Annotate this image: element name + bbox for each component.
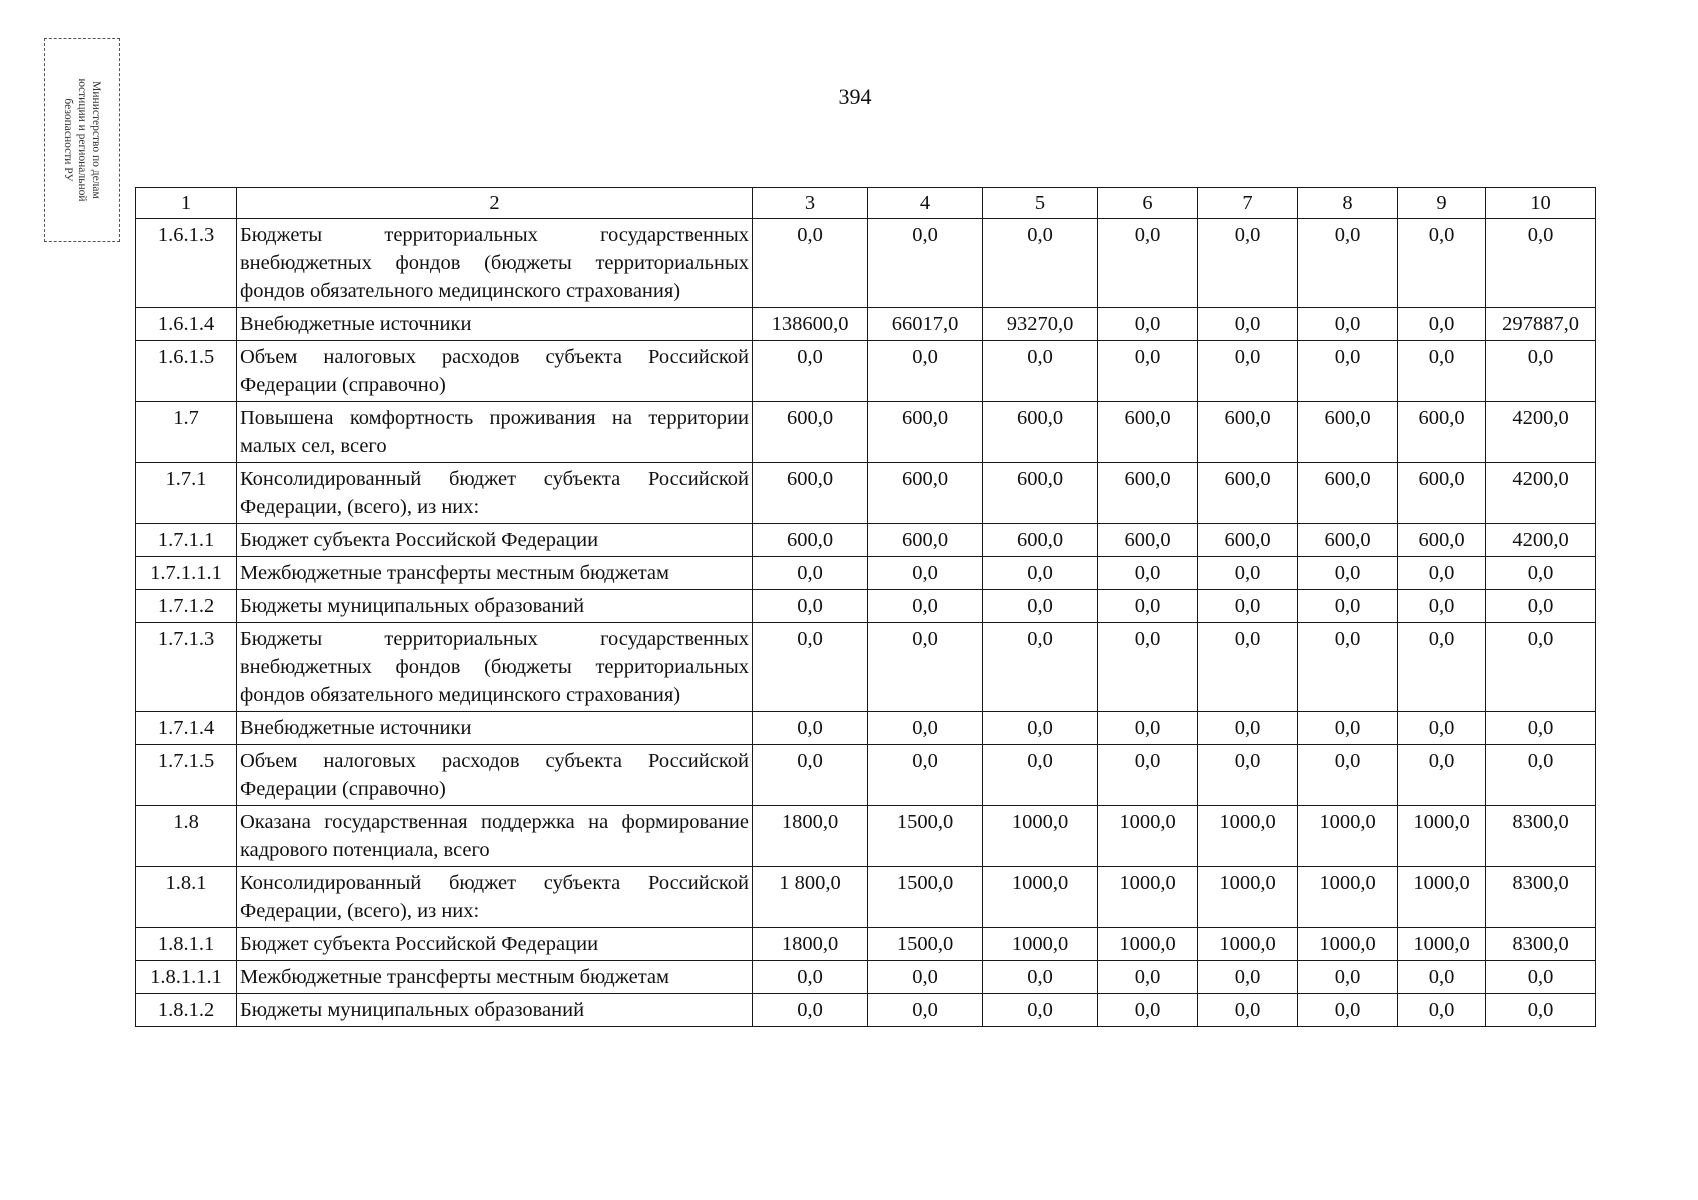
table-row [136,524,1596,557]
value-cell: 4200,0 [1486,463,1596,524]
value-cell: 0,0 [1098,712,1198,745]
value-cell: 600,0 [1198,402,1298,463]
row-name: Межбюджетные трансферты местным бюджетам [237,961,753,994]
table-row [136,961,1596,994]
row-code: 1.8.1.2 [136,994,237,1027]
value-cell: 0,0 [1298,745,1398,806]
budget-table [135,187,1596,1027]
value-cell: 0,0 [1398,961,1486,994]
value-cell: 297887,0 [1486,308,1596,341]
value-cell: 0,0 [1298,623,1398,712]
value-cell: 1000,0 [1098,806,1198,867]
value-cell: 8300,0 [1486,806,1596,867]
header-cell-2: 2 [237,188,753,219]
row-code: 1.6.1.5 [136,341,237,402]
table-row [136,745,1596,806]
row-name: Бюджет субъекта Российской Федерации [237,928,753,961]
value-cell: 600,0 [753,402,868,463]
value-cell: 1000,0 [1198,928,1298,961]
row-name: Повышена комфортность проживания на территории малых сел, всего [237,402,753,463]
value-cell: 0,0 [983,341,1098,402]
value-cell: 600,0 [1198,463,1298,524]
value-cell: 1000,0 [1298,928,1398,961]
value-cell: 600,0 [753,463,868,524]
value-cell: 0,0 [983,557,1098,590]
value-cell: 600,0 [868,524,983,557]
value-cell: 1000,0 [1098,928,1198,961]
value-cell: 0,0 [1398,712,1486,745]
row-name: Внебюджетные источники [237,308,753,341]
value-cell: 600,0 [983,463,1098,524]
value-cell: 600,0 [1098,463,1198,524]
value-cell: 600,0 [983,402,1098,463]
value-cell: 1000,0 [1198,806,1298,867]
value-cell: 600,0 [1398,463,1486,524]
value-cell: 0,0 [1098,961,1198,994]
value-cell: 600,0 [1398,402,1486,463]
row-name: Объем налоговых расходов субъекта Российской Федерации (справочно) [237,745,753,806]
value-cell: 0,0 [1198,745,1298,806]
row-name: Межбюджетные трансферты местным бюджетам [237,557,753,590]
value-cell: 0,0 [1198,994,1298,1027]
value-cell: 138600,0 [753,308,868,341]
value-cell: 1500,0 [868,867,983,928]
table-row [136,623,1596,712]
value-cell: 0,0 [1198,557,1298,590]
row-name: Внебюджетные источники [237,712,753,745]
value-cell: 0,0 [753,994,868,1027]
row-code: 1.7.1.4 [136,712,237,745]
value-cell: 4200,0 [1486,402,1596,463]
header-cell-5: 5 [983,188,1098,219]
value-cell: 0,0 [868,557,983,590]
value-cell: 1 800,0 [753,867,868,928]
value-cell: 600,0 [868,402,983,463]
value-cell: 0,0 [1098,590,1198,623]
value-cell: 0,0 [983,712,1098,745]
value-cell: 0,0 [753,623,868,712]
value-cell: 600,0 [1098,524,1198,557]
row-code: 1.7.1.2 [136,590,237,623]
table-row [136,557,1596,590]
row-code: 1.6.1.4 [136,308,237,341]
value-cell: 0,0 [1298,712,1398,745]
value-cell: 0,0 [1198,341,1298,402]
stamp-line: безопасности РУ [62,98,74,182]
value-cell: 1000,0 [1398,867,1486,928]
value-cell: 0,0 [868,590,983,623]
header-cell-7: 7 [1198,188,1298,219]
value-cell: 0,0 [983,219,1098,308]
value-cell: 1000,0 [1298,806,1398,867]
header-cell-1: 1 [136,188,237,219]
value-cell: 0,0 [1398,219,1486,308]
row-code: 1.8.1 [136,867,237,928]
row-name: Бюджет субъекта Российской Федерации [237,524,753,557]
table-row [136,219,1596,308]
value-cell: 0,0 [1098,219,1198,308]
stamp-line: юстиции и региональной [76,78,88,202]
row-code: 1.7.1 [136,463,237,524]
value-cell: 0,0 [1486,994,1596,1027]
value-cell: 600,0 [753,524,868,557]
value-cell: 1000,0 [1298,867,1398,928]
value-cell: 0,0 [1298,557,1398,590]
value-cell: 0,0 [1098,623,1198,712]
value-cell: 0,0 [868,961,983,994]
value-cell: 1000,0 [1198,867,1298,928]
value-cell: 0,0 [753,557,868,590]
value-cell: 0,0 [1486,623,1596,712]
row-name: Бюджеты муниципальных образований [237,590,753,623]
value-cell: 1500,0 [868,806,983,867]
value-cell: 1000,0 [1398,806,1486,867]
value-cell: 0,0 [753,590,868,623]
value-cell: 0,0 [868,341,983,402]
row-code: 1.8.1.1.1 [136,961,237,994]
value-cell: 0,0 [1098,557,1198,590]
value-cell: 0,0 [868,994,983,1027]
value-cell: 0,0 [983,623,1098,712]
row-name: Объем налоговых расходов субъекта Российской Федерации (справочно) [237,341,753,402]
value-cell: 600,0 [1098,402,1198,463]
value-cell: 0,0 [1298,590,1398,623]
value-cell: 66017,0 [868,308,983,341]
row-name: Консолидированный бюджет субъекта Российской Федерации, (всего), из них: [237,463,753,524]
value-cell: 0,0 [1198,590,1298,623]
value-cell: 0,0 [1486,961,1596,994]
value-cell: 0,0 [983,961,1098,994]
stamp-text [61,45,103,235]
value-cell: 600,0 [1398,524,1486,557]
table-row [136,402,1596,463]
table-row [136,590,1596,623]
header-cell-9: 9 [1398,188,1486,219]
row-code: 1.7.1.3 [136,623,237,712]
value-cell: 0,0 [1398,994,1486,1027]
value-cell: 0,0 [1298,961,1398,994]
value-cell: 600,0 [1298,463,1398,524]
value-cell: 0,0 [1198,712,1298,745]
value-cell: 0,0 [1098,341,1198,402]
value-cell: 0,0 [983,745,1098,806]
value-cell: 0,0 [1198,961,1298,994]
page-number: 394 [838,84,872,109]
value-cell: 0,0 [1398,590,1486,623]
header-cell-3: 3 [753,188,868,219]
value-cell: 4200,0 [1486,524,1596,557]
value-cell: 0,0 [1298,308,1398,341]
table-body [136,188,1596,1027]
value-cell: 0,0 [1398,623,1486,712]
table-row [136,308,1596,341]
value-cell: 1000,0 [983,928,1098,961]
value-cell: 0,0 [1486,557,1596,590]
header-cell-6: 6 [1098,188,1198,219]
value-cell: 0,0 [1486,745,1596,806]
value-cell: 600,0 [1198,524,1298,557]
value-cell: 0,0 [1198,219,1298,308]
row-name: Консолидированный бюджет субъекта Российской Федерации, (всего), из них: [237,867,753,928]
value-cell: 0,0 [1398,557,1486,590]
value-cell: 0,0 [753,341,868,402]
value-cell: 1800,0 [753,806,868,867]
value-cell: 0,0 [1298,994,1398,1027]
row-name: Бюджеты территориальных государственных внебюджетных фондов (бюджеты территориальных фондов обязательного медицинского страхования) [237,219,753,308]
value-cell: 0,0 [1298,341,1398,402]
value-cell: 0,0 [753,712,868,745]
value-cell: 0,0 [1298,219,1398,308]
value-cell: 0,0 [1486,712,1596,745]
value-cell: 0,0 [1486,219,1596,308]
row-name: Бюджеты муниципальных образований [237,994,753,1027]
value-cell: 1000,0 [1398,928,1486,961]
table-row [136,463,1596,524]
value-cell: 0,0 [983,994,1098,1027]
value-cell: 0,0 [868,745,983,806]
value-cell: 0,0 [753,961,868,994]
row-code: 1.7.1.5 [136,745,237,806]
value-cell: 0,0 [1398,308,1486,341]
row-code: 1.6.1.3 [136,219,237,308]
row-code: 1.7.1.1.1 [136,557,237,590]
table-row [136,867,1596,928]
row-code: 1.7 [136,402,237,463]
header-cell-8: 8 [1298,188,1398,219]
value-cell: 1500,0 [868,928,983,961]
value-cell: 1000,0 [1098,867,1198,928]
row-code: 1.7.1.1 [136,524,237,557]
value-cell: 600,0 [868,463,983,524]
value-cell: 0,0 [1398,745,1486,806]
value-cell: 0,0 [1486,341,1596,402]
value-cell: 1000,0 [983,867,1098,928]
value-cell: 600,0 [983,524,1098,557]
header-row [136,188,1596,219]
value-cell: 0,0 [868,712,983,745]
value-cell: 600,0 [1298,402,1398,463]
table-row [136,341,1596,402]
table-row [136,712,1596,745]
header-cell-10: 10 [1486,188,1596,219]
header-cell-4: 4 [868,188,983,219]
value-cell: 0,0 [1098,994,1198,1027]
value-cell: 0,0 [1098,308,1198,341]
value-cell: 8300,0 [1486,928,1596,961]
table-row [136,806,1596,867]
value-cell: 93270,0 [983,308,1098,341]
value-cell: 8300,0 [1486,867,1596,928]
value-cell: 0,0 [868,623,983,712]
value-cell: 0,0 [1198,623,1298,712]
value-cell: 0,0 [753,745,868,806]
row-code: 1.8 [136,806,237,867]
value-cell: 0,0 [1198,308,1298,341]
value-cell: 0,0 [983,590,1098,623]
value-cell: 1000,0 [983,806,1098,867]
table-row [136,994,1596,1027]
row-code: 1.8.1.1 [136,928,237,961]
registration-stamp [44,38,120,242]
stamp-line: Министерство по делам [90,81,102,199]
value-cell: 0,0 [753,219,868,308]
value-cell: 0,0 [1398,341,1486,402]
value-cell: 600,0 [1298,524,1398,557]
value-cell: 1800,0 [753,928,868,961]
value-cell: 0,0 [1098,745,1198,806]
value-cell: 0,0 [868,219,983,308]
value-cell: 0,0 [1486,590,1596,623]
row-name: Бюджеты территориальных государственных внебюджетных фондов (бюджеты территориальных фондов обязательного медицинского страхования) [237,623,753,712]
row-name: Оказана государственная поддержка на формирование кадрового потенциала, всего [237,806,753,867]
table-row [136,928,1596,961]
